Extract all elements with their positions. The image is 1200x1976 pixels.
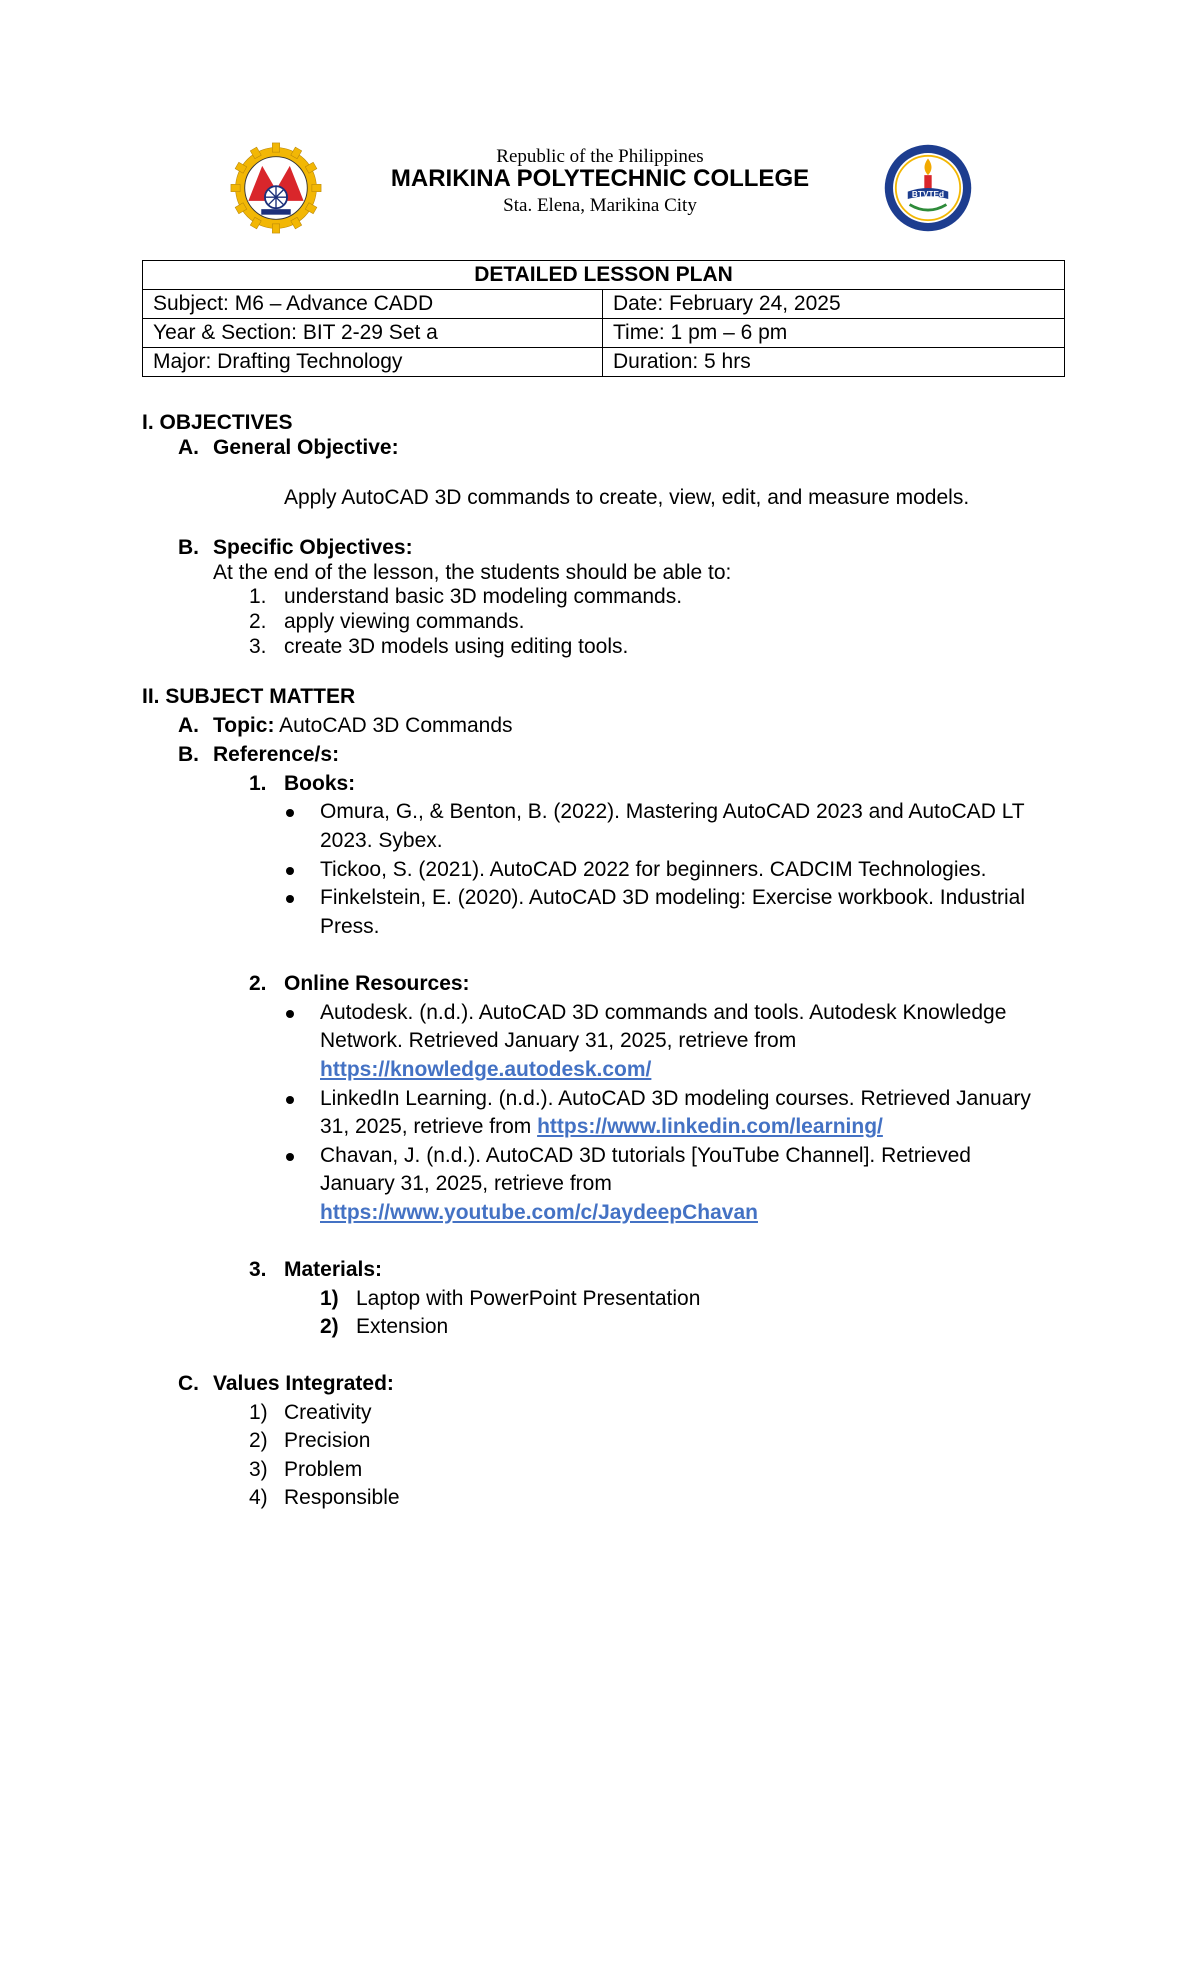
objectives-heading: I. OBJECTIVES: [142, 411, 293, 434]
value-item: Problem: [284, 1458, 363, 1481]
book-reference-line: 2023. Sybex.: [320, 829, 443, 852]
date-cell: Date: February 24, 2025: [603, 290, 1065, 319]
duration-cell: Duration: 5 hrs: [603, 348, 1065, 377]
book-reference-line: Press.: [320, 915, 380, 938]
general-objective-text: Apply AutoCAD 3D commands to create, view, edit, and measure models.: [284, 486, 970, 509]
general-objective-label: A.: [178, 436, 199, 459]
online-reference-line: Chavan, J. (n.d.). AutoCAD 3D tutorials [YouTube Channel]. Retrieved: [320, 1144, 971, 1167]
bullet-icon: [286, 867, 294, 875]
book-reference-line: Tickoo, S. (2021). AutoCAD 2022 for beginners. CADCIM Technologies.: [320, 858, 987, 881]
online-reference-line-with-link: [320, 1113, 883, 1142]
bullet-icon: [286, 895, 294, 903]
linkedin-link[interactable]: https://www.linkedin.com/learning/: [537, 1115, 883, 1138]
seal-text: BTVTEd: [911, 190, 945, 200]
materials-number: 3.: [249, 1258, 267, 1281]
specific-item-number: 1.: [249, 585, 267, 608]
materials-heading: Materials:: [284, 1258, 383, 1281]
time-cell: Time: 1 pm – 6 pm: [603, 319, 1065, 348]
bullet-icon: [286, 809, 294, 817]
value-number: 1): [249, 1401, 268, 1424]
bullet-icon: [286, 1010, 294, 1018]
value-item: Creativity: [284, 1401, 372, 1424]
online-resources-heading: Online Resources:: [284, 972, 470, 995]
material-item: Extension: [356, 1315, 449, 1338]
value-number: 2): [249, 1429, 268, 1452]
material-item: Laptop with PowerPoint Presentation: [356, 1287, 701, 1310]
value-item: Responsible: [284, 1486, 400, 1509]
program-seal-logo: [882, 142, 974, 234]
bullet-icon: [286, 1153, 294, 1161]
autodesk-link[interactable]: https://knowledge.autodesk.com/: [320, 1058, 652, 1081]
value-number: 4): [249, 1486, 268, 1509]
book-reference-line: Omura, G., & Benton, B. (2022). Mastering AutoCAD 2023 and AutoCAD LT: [320, 800, 1025, 823]
value-number: 3): [249, 1458, 268, 1481]
specific-objective-intro: At the end of the lesson, the students should be able to:: [213, 561, 732, 584]
college-seal-logo: [230, 142, 322, 234]
values-label: C.: [178, 1372, 199, 1395]
references-heading: Reference/s:: [213, 743, 340, 766]
lesson-plan-table: [142, 260, 1065, 377]
value-item: Precision: [284, 1429, 371, 1452]
topic-heading: Topic:: [213, 714, 275, 737]
specific-item-text: create 3D models using editing tools.: [284, 635, 629, 658]
topic-text: AutoCAD 3D Commands: [279, 714, 513, 737]
online-reference-text: 31, 2025, retrieve from: [320, 1115, 538, 1138]
online-reference-line: Network. Retrieved January 31, 2025, retrieve from: [320, 1029, 797, 1052]
material-number: 2): [320, 1315, 339, 1338]
specific-item-text: understand basic 3D modeling commands.: [284, 585, 683, 608]
college-address: Sta. Elena, Marikina City: [503, 195, 697, 216]
college-name: MARIKINA POLYTECHNIC COLLEGE: [390, 165, 810, 192]
specific-item-number: 3.: [249, 635, 267, 658]
general-objective-heading: General Objective:: [213, 436, 399, 459]
online-reference-line: LinkedIn Learning. (n.d.). AutoCAD 3D modeling courses. Retrieved January: [320, 1087, 1031, 1110]
republic-line: Republic of the Philippines: [496, 146, 704, 167]
topic-line: [213, 712, 513, 741]
bullet-icon: [286, 1096, 294, 1104]
subject-matter-heading: II. SUBJECT MATTER: [142, 685, 356, 708]
major-cell: Major: Drafting Technology: [143, 348, 603, 377]
references-label: B.: [178, 743, 199, 766]
online-resources-number: 2.: [249, 972, 267, 995]
book-reference-line: Finkelstein, E. (2020). AutoCAD 3D modeling: Exercise workbook. Industrial: [320, 886, 1025, 909]
books-number: 1.: [249, 772, 267, 795]
specific-item-text: apply viewing commands.: [284, 610, 525, 633]
material-number: 1): [320, 1287, 339, 1310]
specific-item-number: 2.: [249, 610, 267, 633]
books-heading: Books:: [284, 772, 356, 795]
specific-objective-label: B.: [178, 536, 199, 559]
online-reference-line: January 31, 2025, retrieve from: [320, 1172, 612, 1195]
table-title: DETAILED LESSON PLAN: [143, 261, 1065, 290]
subject-cell: Subject: M6 – Advance CADD: [143, 290, 603, 319]
topic-label: A.: [178, 714, 199, 737]
youtube-link[interactable]: https://www.youtube.com/c/JaydeepChavan: [320, 1201, 758, 1224]
online-reference-line: Autodesk. (n.d.). AutoCAD 3D commands and tools. Autodesk Knowledge: [320, 1001, 1007, 1024]
values-heading: Values Integrated:: [213, 1372, 394, 1395]
year-section-cell: Year & Section: BIT 2-29 Set a: [143, 319, 603, 348]
specific-objective-heading: Specific Objectives:: [213, 536, 413, 559]
